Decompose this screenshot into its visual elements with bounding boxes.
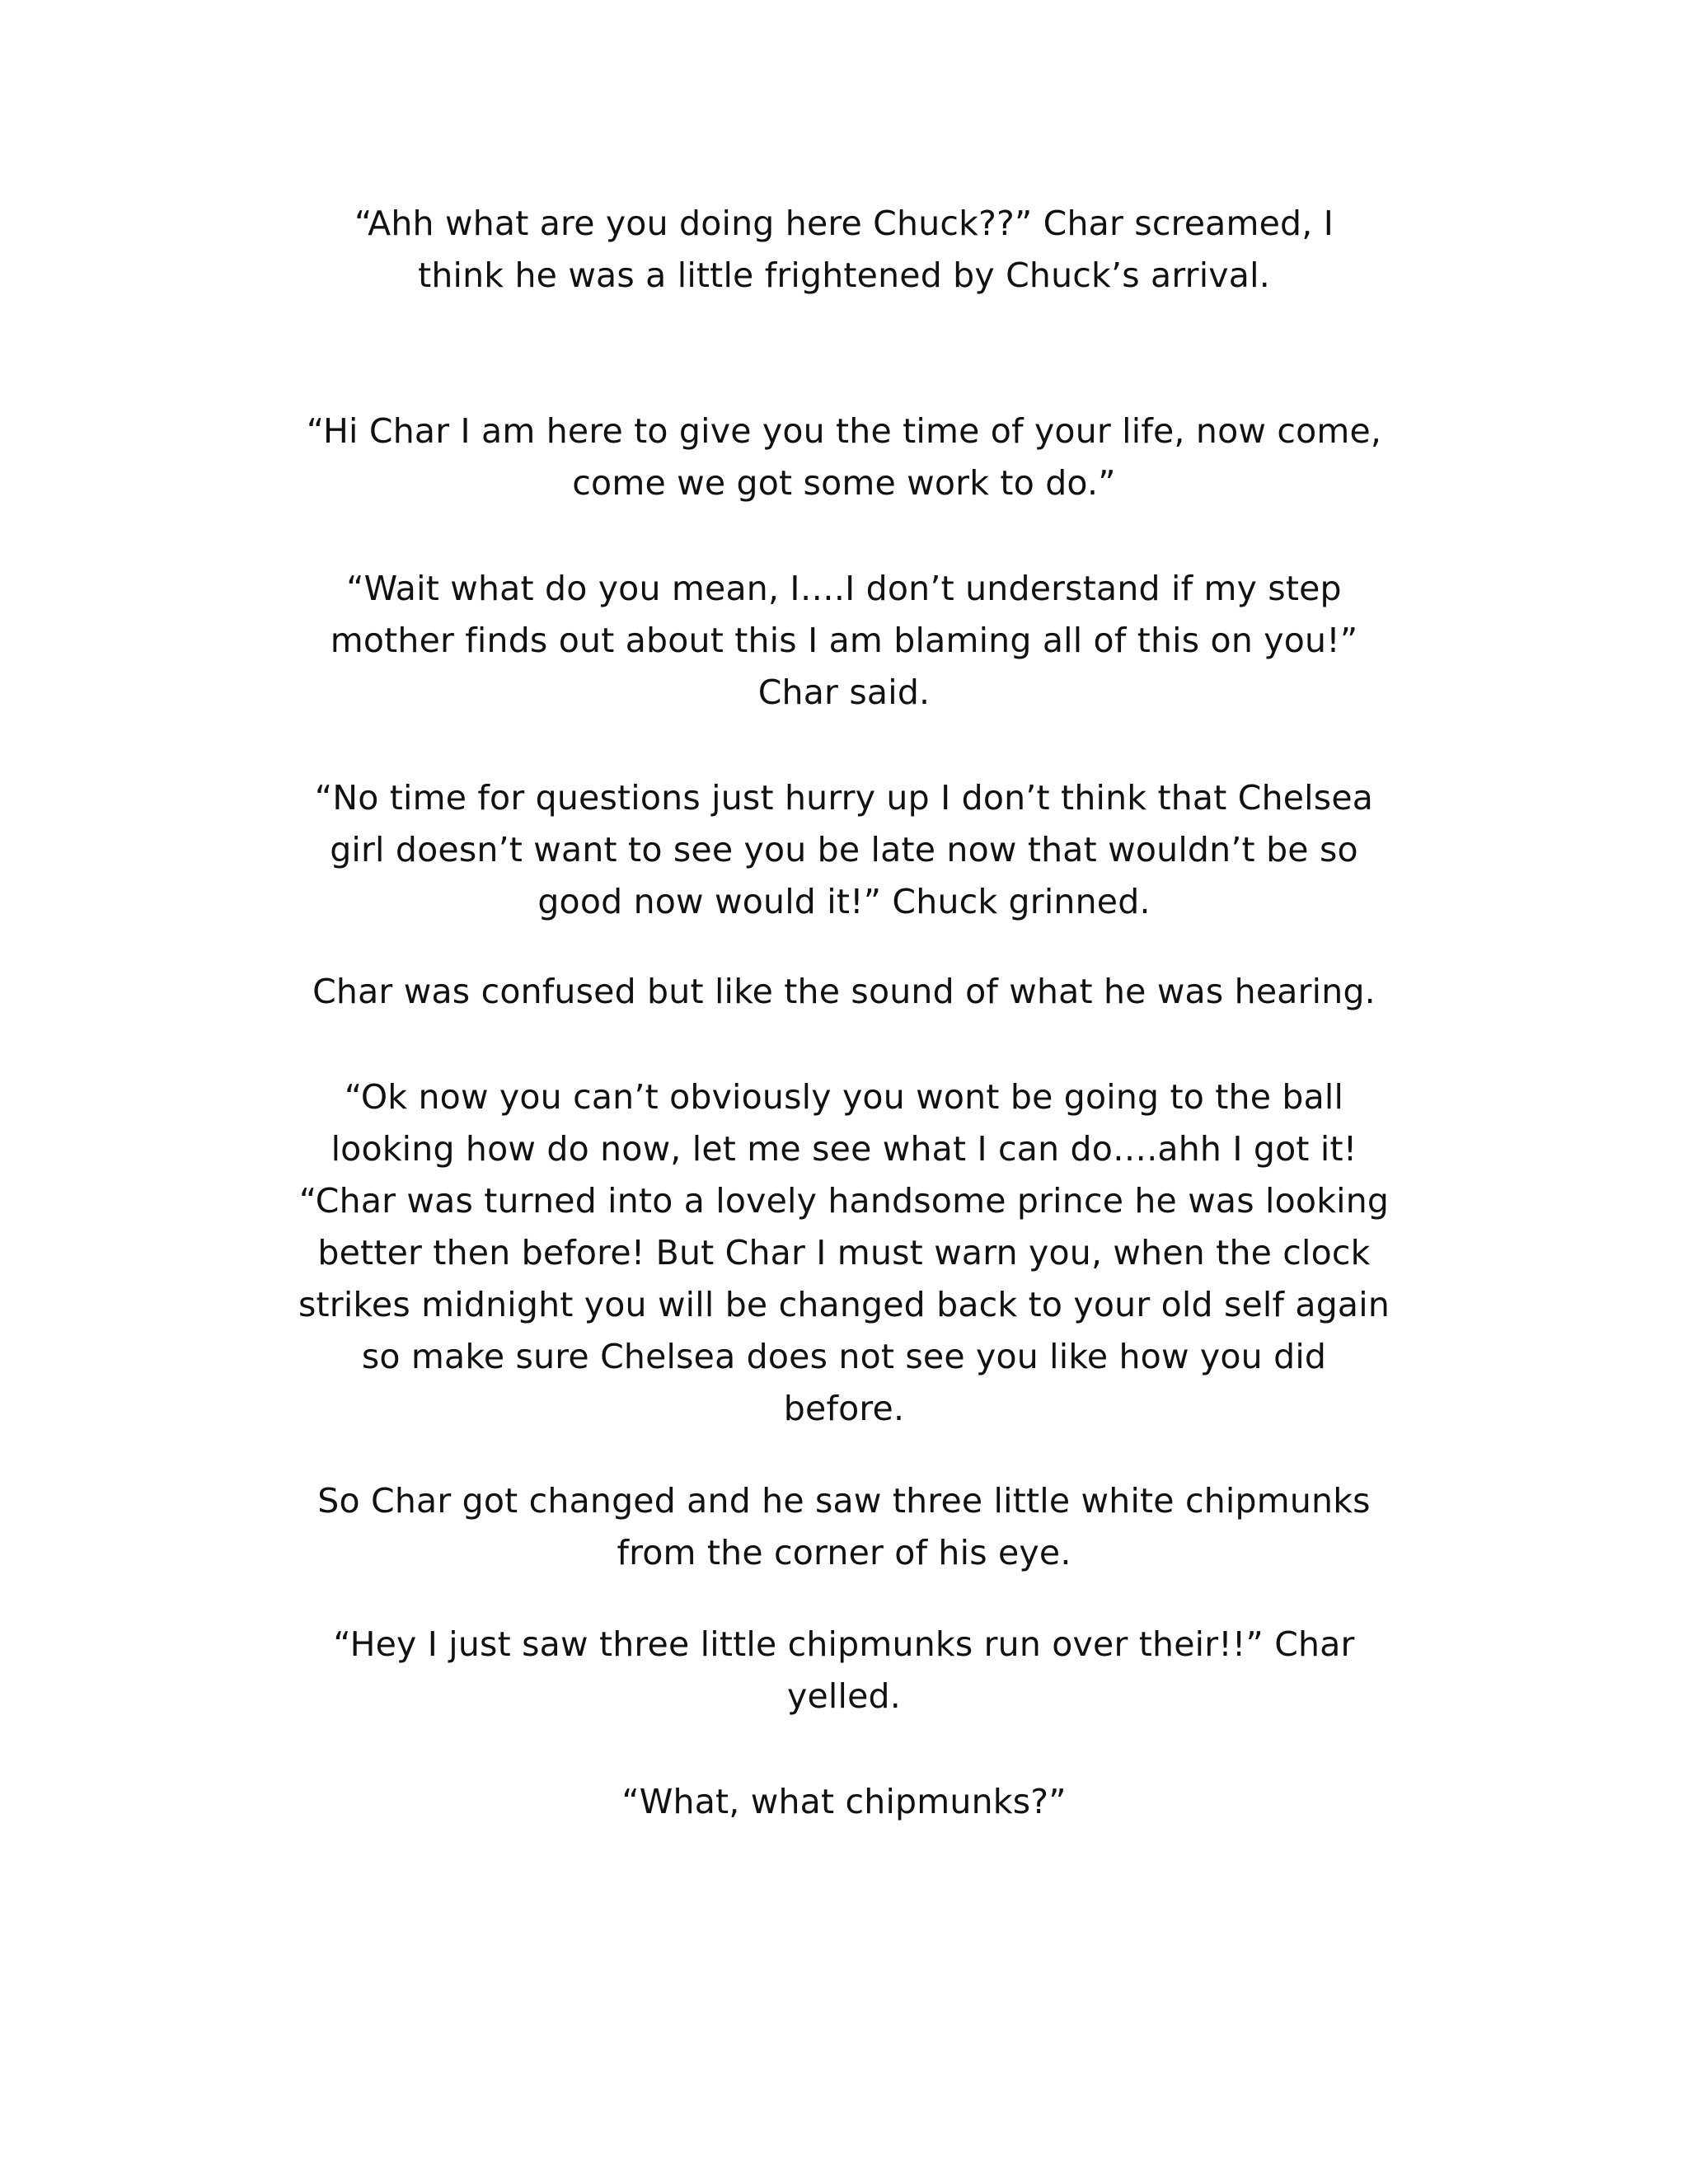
paragraph-2: “Hi Char I am here to give you the time of your life, now come, come we got some work to do.”: [306, 411, 1382, 503]
paragraph-6: “Ok now you can’t obviously you wont be going to the ball looking how do now, let me see what I can do….ahh I got it! “Char was turned into a lovely handsome prince he was looking better then before! But Char I must warn you, when the clock strikes midnight you will be changed back to your old self again so make sure Chelsea does not see you like how you did before.: [298, 1077, 1390, 1428]
paragraph-1: “Ahh what are you doing here Chuck??” Char screamed, I think he was a little frightened by Chuck’s arrival.: [354, 204, 1334, 295]
paragraph-3: “Wait what do you mean, I….I don’t understand if my step mother finds out about this I am blaming all of this on you!” Char said.: [330, 569, 1358, 712]
paragraph-5: Char was confused but like the sound of what he was hearing.: [312, 972, 1376, 1011]
paragraph-8: “Hey I just saw three little chipmunks run over their!!” Char yelled.: [333, 1624, 1355, 1716]
paragraph-4: “No time for questions just hurry up I don’t think that Chelsea girl doesn’t want to see you be late now that wouldn’t be so good now would it!” Chuck grinned.: [314, 778, 1374, 921]
paragraph-7: So Char got changed and he saw three little white chipmunks from the corner of his eye.: [317, 1481, 1371, 1572]
paragraph-9: “What, what chipmunks?”: [621, 1782, 1067, 1821]
